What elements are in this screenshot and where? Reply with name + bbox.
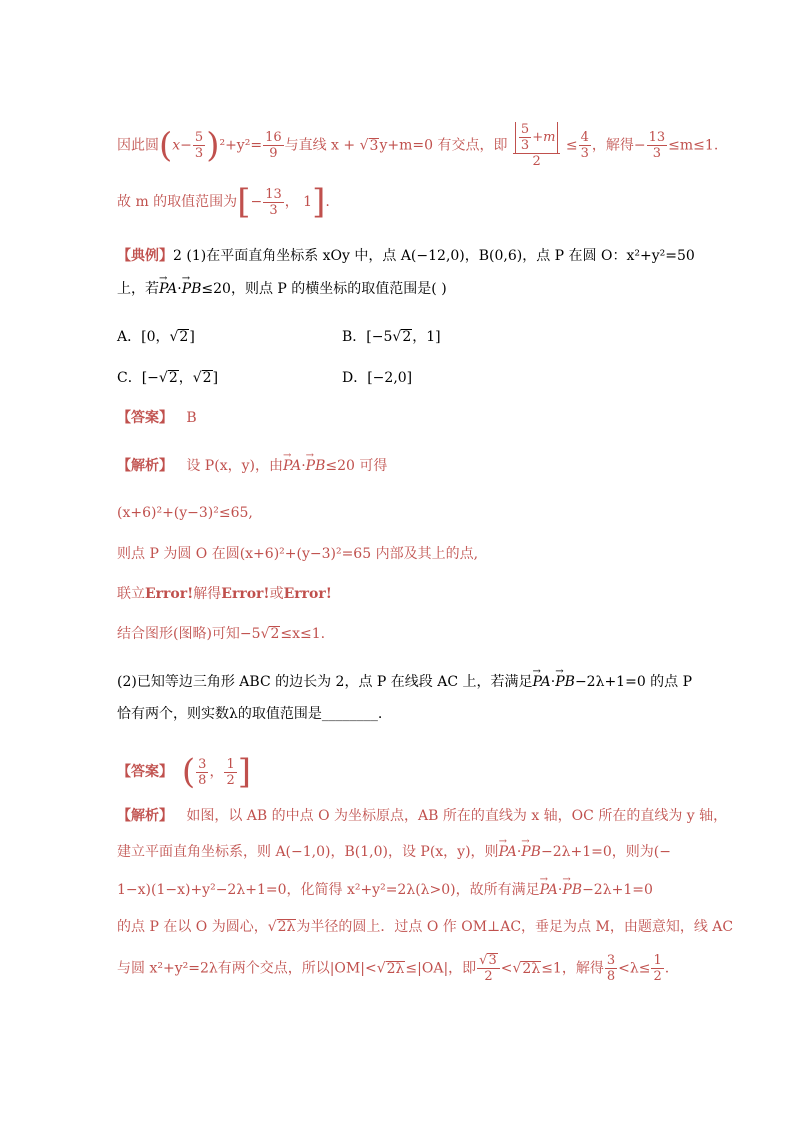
fraction: $\frac{13}{3}$ (265, 186, 282, 218)
answer-tag: 【答案】 (117, 410, 173, 426)
text: y+m=0 有交点，即 (379, 137, 508, 154)
fraction: $\frac{4}{3}$ (580, 130, 589, 161)
option-c: C．[−√2，√2] (117, 370, 219, 386)
fraction: $\frac{13}{3}$ (648, 130, 666, 161)
answer-1: 【答案】 B (117, 410, 197, 426)
solution-2-line-2: 建立平面直角坐标系，则 A(−1,0)，B(1,0)，设 P(x，y)，则→ PA·→ PB−2λ+1=0，则为(− (117, 843, 671, 861)
answer-tag: 【答案】 (117, 764, 173, 780)
text: x− (172, 137, 192, 154)
solution-1-line-3: 则点 P 为圆 O 在圆(x+6)²+(y−3)²=65 内部及其上的点, (117, 546, 479, 562)
example-line-2: 上，若→ PA·→ PB≤20，则点 P 的横坐标的取值范围是( ) (117, 280, 447, 298)
solution-2-line-5: 与圆 x²+y²=2λ有两个交点，所以|OM|<√2λ≤|OA|，即 $\frac{√3}{2}$ <√2λ≤1，解得 $\frac{3}{8}$ <λ≤ $\frac{1}{2}$ . (117, 953, 670, 984)
fraction: $\frac{16}{9}$ (265, 130, 282, 161)
solution-tag: 【解析】 (117, 808, 173, 824)
paren-close: ) (206, 125, 220, 166)
example-tag: 【典例】 (117, 248, 173, 264)
distance-fraction: $\frac{5}{3}$ +m 2 (513, 122, 561, 169)
line-circle-intersection: 因此圆(x− $\frac{5}{3}$ )²+y²= $\frac{16}{9}$ 与直线 x + √3y+m=0 有交点，即 $\frac{5}{3}$ +m 2 ≤ $\frac{4}{3}$ ，解得− $\frac{13}{3}$ ≤m≤1. (117, 122, 719, 169)
text: ²+y²= (219, 137, 263, 154)
solution-1-line-2: (x+6)²+(y−3)²≤65, (117, 505, 253, 521)
fraction: $\frac{5}{3}$ (194, 130, 204, 161)
answer-2: 【答案】 ( $\frac{3}{8}$ ， $\frac{1}{2}$ ] (117, 752, 251, 792)
solution-tag: 【解析】 (117, 458, 173, 474)
solution-1-line-1: 【解析】 设 P(x，y)，由→ PA·→ PB≤20 可得 (117, 457, 387, 475)
option-b: B．[−5√2，1] (342, 329, 441, 345)
paren-open: ( (159, 125, 173, 166)
option-a: A．[0，√2] (117, 329, 195, 345)
example-heading: 【典例】2 (1)在平面直角坐标系 xOy 中，点 A(−12,0)，B(0,6)，点 P 在圆 O：x²+y²=50 (117, 248, 695, 264)
solution-1-line-5: 结合图形(图略)可知−5√2≤x≤1. (117, 626, 326, 642)
range-result: 故 m 的取值范围为[− $\frac{13}{3}$ ， 1]. (117, 182, 330, 222)
solution-2-line-3: 1−x)(1−x)+y²−2λ+1=0，化简得 x²+y²=2λ(λ>0)，故所有满足→ PA·→ PB−2λ+1=0 (117, 881, 653, 899)
solution-2-line-4: 的点 P 在以 O 为圆心，√2λ为半径的圆上．过点 O 作 OM⊥AC，垂足为点 M，由题意知，线 AC (117, 919, 734, 935)
solution-2-line-1: 【解析】 如图，以 AB 的中点 O 为坐标原点，AB 所在的直线为 x 轴，OC 所在的直线为 y 轴， (117, 808, 728, 824)
option-d: D．[−2,0] (342, 370, 413, 386)
question-2-line-1: (2)已知等边三角形 ABC 的边长为 2，点 P 在线段 AC 上，若满足→ PA·→ PB−2λ+1=0 的点 P (117, 673, 692, 691)
question-2-line-2: 恰有两个，则实数λ的取值范围是________. (117, 706, 383, 722)
text: 与直线 x + (284, 137, 360, 154)
solution-1-line-4: 联立Error!解得Error!或Error! (117, 586, 332, 602)
text: 因此圆 (117, 137, 159, 154)
